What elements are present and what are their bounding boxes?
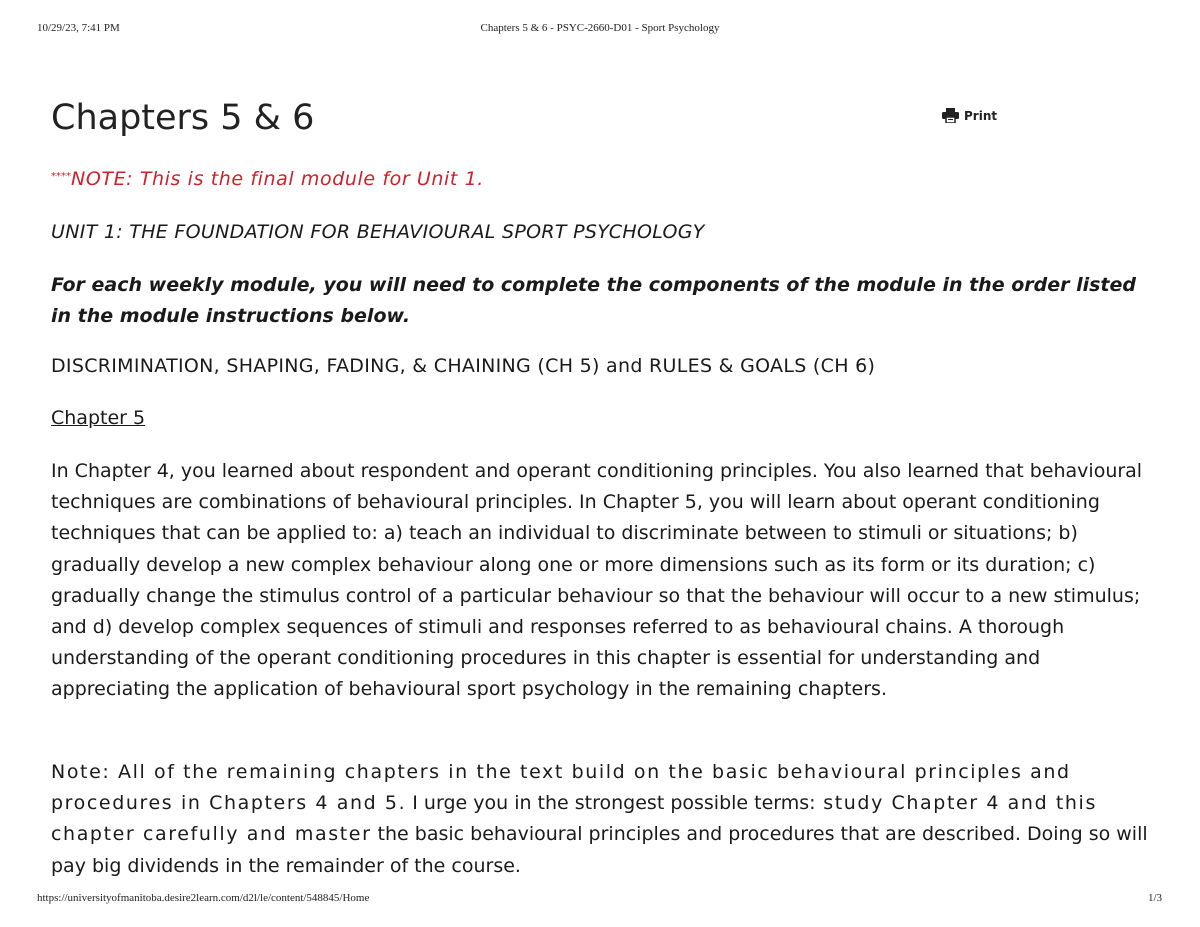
print-datetime: 10/29/23, 7:41 PM (37, 22, 120, 34)
note-text: NOTE: This is the final module for Unit 1. (71, 168, 484, 190)
chapter-5-paragraph: In Chapter 4, you learned about respondent and operant conditioning principles. You also learned that behavioural techniques are combinations of behavioural principles. In Chapter 5, you will learn about operant conditioning techniques that can be applied to: a) teach an individual to discriminate between to stimuli or situations; b) gradually develop a new complex behaviour along one or more dimensions such as its form or its duration; c) gradually change the stimulus control of a particular behaviour so that the behaviour will occur to a new stimulus; and d) develop complex sequences of stimuli and responses referred to as behavioural chains. A thorough understanding of the operant conditioning procedures in this chapter is essential for understanding and appreciating the application of behavioural sport psychology in the remaining chapters. (51, 460, 1143, 701)
print-header (0, 22, 1200, 36)
note-part-1: Note: All of the remaining chapters in the text build on the basic behavioural principles and procedures in Chapters 4 and 5. (51, 761, 1071, 815)
note-part-3: study Chapter 4 and this chapter carefully and master (51, 792, 1097, 846)
main-content (51, 96, 1161, 877)
print-page-number: 1/3 (1147, 892, 1162, 904)
print-url: https://universityofmanitoba.desire2learn.com/d2l/le/content/548845/Home (37, 892, 370, 904)
module-instructions: For each weekly module, you will need to complete the components of the module in the order listed in the module instructions below. (51, 274, 1137, 327)
page-title: Chapters 5 & 6 (51, 98, 315, 138)
note-stars: **** (51, 171, 71, 182)
print-button[interactable] (942, 108, 997, 123)
unit-title: UNIT 1: THE FOUNDATION FOR BEHAVIOURAL SPORT PSYCHOLOGY (51, 221, 705, 243)
study-note-paragraph (51, 757, 1156, 882)
chapter-5-heading: Chapter 5 (51, 407, 146, 429)
final-module-note (51, 168, 484, 190)
note-part-4: the basic behavioural principles and procedures that are described. Doing so will pay big dividends in the remainder of the course. (51, 823, 1148, 877)
print-label: Print (964, 108, 998, 123)
printer-icon (942, 108, 959, 123)
print-footer (0, 892, 1200, 906)
module-topic-title: DISCRIMINATION, SHAPING, FADING, & CHAINING (CH 5) and RULES & GOALS (CH 6) (51, 355, 876, 377)
print-page-title: Chapters 5 & 6 - PSYC-2660-D01 - Sport Psychology (480, 22, 720, 34)
note-part-2: I urge you in the strongest possible terms: (406, 792, 816, 815)
